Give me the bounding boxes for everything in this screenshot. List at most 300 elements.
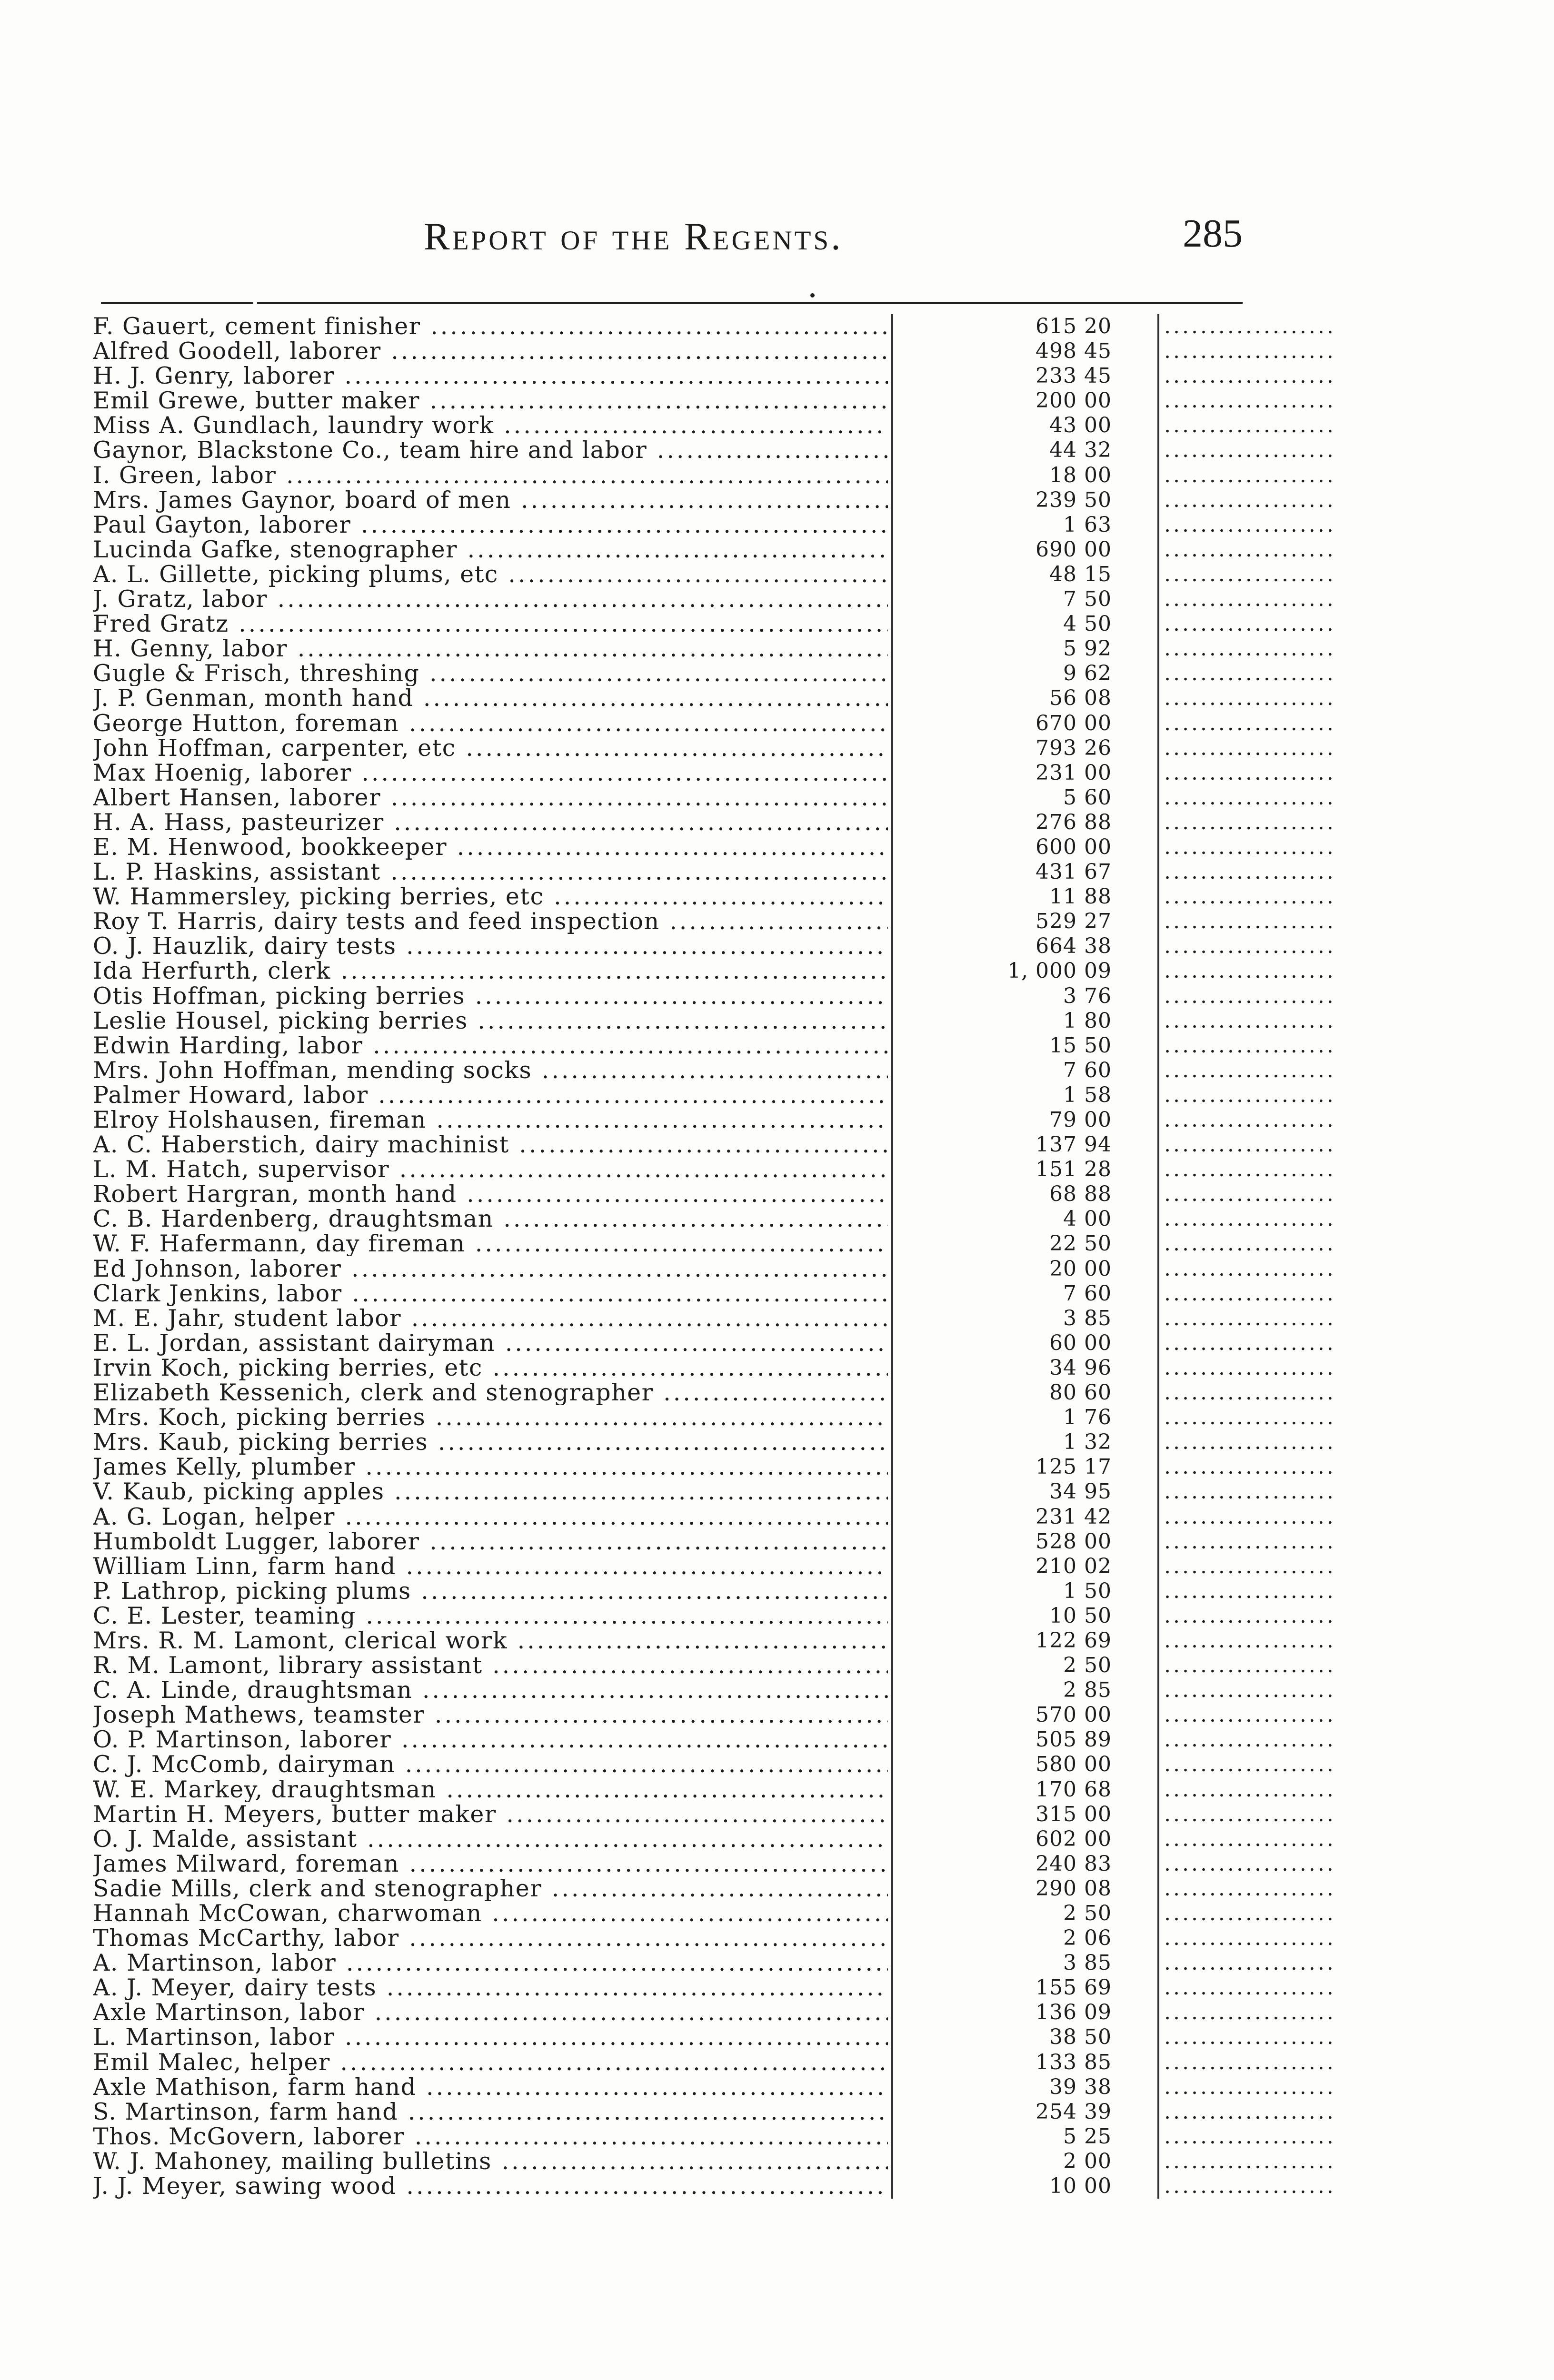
payee-name: Clark Jenkins, labor ..... xyxy=(93,1281,888,1306)
empty-column-leader xyxy=(1164,1653,1335,1678)
payment-amount: 1 80 xyxy=(1063,1008,1112,1033)
empty-column-leader xyxy=(1164,1876,1335,1901)
ledger-row xyxy=(93,1727,1245,1752)
ledger-row xyxy=(93,1678,1245,1703)
payee-name: A. L. Gillette, picking plums, etc ..... xyxy=(93,562,888,587)
column-rule xyxy=(1157,810,1159,835)
payee-name: V. Kaub, picking apples ..... xyxy=(93,1479,888,1504)
payment-amount: 231 42 xyxy=(1036,1504,1112,1529)
column-rule xyxy=(891,1951,893,1975)
ledger-row xyxy=(93,2100,1245,2124)
empty-column-leader xyxy=(1164,1009,1335,1033)
ledger-row xyxy=(93,2174,1245,2199)
column-rule xyxy=(1157,1430,1159,1455)
empty-column-leader xyxy=(1164,1852,1335,1876)
column-rule xyxy=(891,1678,893,1703)
column-rule xyxy=(891,810,893,835)
payment-amount: 5 92 xyxy=(1063,636,1112,661)
payee-name: Mrs. R. M. Lamont, clerical work ..... xyxy=(93,1628,888,1653)
running-title: Report of the Regents. xyxy=(424,215,843,258)
column-rule xyxy=(891,984,893,1009)
column-rule xyxy=(1157,1827,1159,1852)
ledger-row xyxy=(93,2000,1245,2025)
ledger-row xyxy=(93,1108,1245,1132)
payee-name: George Hutton, foreman ..... xyxy=(93,711,888,736)
empty-column-leader xyxy=(1164,612,1335,636)
payee-name: Ida Herfurth, clerk ..... xyxy=(93,959,888,983)
column-rule xyxy=(1157,1108,1159,1132)
column-rule xyxy=(891,909,893,934)
payee-name: H. J. Genry, laborer ..... xyxy=(93,364,888,388)
column-rule xyxy=(891,1703,893,1727)
payment-amount: 200 00 xyxy=(1036,388,1112,413)
payment-amount: 2 06 xyxy=(1063,1926,1112,1951)
column-rule xyxy=(1157,1752,1159,1777)
payment-amount: 505 89 xyxy=(1036,1727,1112,1752)
column-rule xyxy=(891,1331,893,1356)
empty-column-leader xyxy=(1164,513,1335,537)
empty-column-leader xyxy=(1164,1405,1335,1430)
empty-column-leader xyxy=(1164,1554,1335,1579)
payee-name: H. Genny, labor ..... xyxy=(93,636,888,661)
column-rule xyxy=(891,1926,893,1951)
payment-amount: 498 45 xyxy=(1036,339,1112,364)
ledger-row xyxy=(93,1554,1245,1579)
payee-name: Paul Gayton, laborer ..... xyxy=(93,513,888,537)
column-rule xyxy=(1157,537,1159,562)
ledger-row xyxy=(93,1901,1245,1926)
column-rule xyxy=(891,587,893,612)
payment-amount: 48 15 xyxy=(1049,562,1112,586)
payment-amount: 136 09 xyxy=(1036,2000,1112,2025)
column-rule xyxy=(1157,1529,1159,1554)
column-rule xyxy=(1157,984,1159,1009)
column-rule xyxy=(1157,2075,1159,2100)
column-rule xyxy=(1157,1331,1159,1356)
payee-name: Hannah McCowan, charwoman ..... xyxy=(93,1901,888,1926)
column-rule xyxy=(891,488,893,513)
column-rule xyxy=(1157,1058,1159,1083)
ledger-row xyxy=(93,959,1245,983)
payee-name: F. Gauert, cement finisher ..... xyxy=(93,314,888,339)
column-rule xyxy=(1157,1083,1159,1108)
column-rule xyxy=(891,1231,893,1256)
empty-column-leader xyxy=(1164,1430,1335,1455)
payment-amount: 528 00 xyxy=(1036,1529,1112,1554)
column-rule xyxy=(891,835,893,860)
ledger-row xyxy=(93,1207,1245,1231)
column-rule xyxy=(891,1157,893,1182)
empty-column-leader xyxy=(1164,636,1335,661)
column-rule xyxy=(891,562,893,587)
column-rule xyxy=(1157,1207,1159,1231)
column-rule xyxy=(1157,835,1159,860)
empty-column-leader xyxy=(1164,2025,1335,2050)
payee-name: W. J. Mahoney, mailing bulletins ..... xyxy=(93,2149,888,2174)
empty-column-leader xyxy=(1164,1479,1335,1504)
empty-column-leader xyxy=(1164,1901,1335,1926)
column-rule xyxy=(891,2050,893,2075)
payee-name: Elizabeth Kessenich, clerk and stenographer ..... xyxy=(93,1380,888,1405)
ledger-row xyxy=(93,1479,1245,1504)
payment-amount: 600 00 xyxy=(1036,834,1112,859)
payee-name: Palmer Howard, labor ..... xyxy=(93,1083,888,1108)
column-rule xyxy=(891,1033,893,1058)
column-rule xyxy=(1157,909,1159,934)
column-rule xyxy=(891,1281,893,1306)
empty-column-leader xyxy=(1164,1777,1335,1802)
payment-amount: 151 28 xyxy=(1036,1157,1112,1182)
ledger-row xyxy=(93,537,1245,562)
column-rule xyxy=(891,884,893,909)
payee-name: C. J. McComb, dairyman ..... xyxy=(93,1752,888,1777)
column-rule xyxy=(891,1752,893,1777)
column-rule xyxy=(891,1306,893,1331)
ledger-row xyxy=(93,1033,1245,1058)
ledger-row xyxy=(93,884,1245,909)
ledger-row xyxy=(93,1405,1245,1430)
column-rule xyxy=(891,1852,893,1876)
payee-name: Edwin Harding, labor ..... xyxy=(93,1033,888,1058)
empty-column-leader xyxy=(1164,314,1335,339)
payment-amount: 570 00 xyxy=(1036,1703,1112,1727)
ledger-row xyxy=(93,1058,1245,1083)
column-rule xyxy=(1157,1479,1159,1504)
payment-amount: 2 50 xyxy=(1063,1901,1112,1925)
column-rule xyxy=(891,1777,893,1802)
payment-amount: 1 50 xyxy=(1063,1578,1112,1603)
payee-name: J. J. Meyer, sawing wood ..... xyxy=(93,2174,888,2199)
empty-column-leader xyxy=(1164,1628,1335,1653)
column-rule xyxy=(891,2100,893,2124)
column-rule xyxy=(1157,1852,1159,1876)
column-rule xyxy=(1157,587,1159,612)
ledger-row xyxy=(93,711,1245,736)
column-rule xyxy=(1157,388,1159,413)
payment-amount: 7 60 xyxy=(1063,1281,1112,1306)
payee-name: A. Martinson, labor ..... xyxy=(93,1951,888,1975)
payment-amount: 170 68 xyxy=(1036,1777,1112,1802)
column-rule xyxy=(891,513,893,537)
ledger-row xyxy=(93,513,1245,537)
payment-amount: 79 00 xyxy=(1049,1108,1112,1132)
ledger-row xyxy=(93,438,1245,463)
payee-name: C. B. Hardenberg, draughtsman ..... xyxy=(93,1207,888,1231)
payment-amount: 254 39 xyxy=(1036,2099,1112,2124)
header-rule-left xyxy=(101,302,253,304)
payment-amount: 4 50 xyxy=(1063,612,1112,636)
payee-name: Axle Mathison, farm hand ..... xyxy=(93,2075,888,2100)
column-rule xyxy=(891,2124,893,2149)
payment-amount: 34 96 xyxy=(1049,1355,1112,1380)
column-rule xyxy=(891,463,893,488)
payee-name: Mrs. Kaub, picking berries ..... xyxy=(93,1430,888,1455)
empty-column-leader xyxy=(1164,2050,1335,2075)
payment-amount: 3 85 xyxy=(1063,1951,1112,1975)
rule-dot xyxy=(810,293,815,298)
empty-column-leader xyxy=(1164,736,1335,761)
empty-column-leader xyxy=(1164,785,1335,810)
ledger-row xyxy=(93,413,1245,438)
column-rule xyxy=(891,1108,893,1132)
column-rule xyxy=(891,1479,893,1504)
ledger-row xyxy=(93,909,1245,934)
ledger-row xyxy=(93,636,1245,661)
payee-name: James Milward, foreman ..... xyxy=(93,1852,888,1876)
column-rule xyxy=(891,1727,893,1752)
column-rule xyxy=(1157,463,1159,488)
payment-amount: 20 00 xyxy=(1049,1256,1112,1281)
payment-amount: 43 00 xyxy=(1049,413,1112,438)
ledger-row xyxy=(93,1852,1245,1876)
column-rule xyxy=(1157,1628,1159,1653)
empty-column-leader xyxy=(1164,1182,1335,1207)
column-rule xyxy=(1157,2124,1159,2149)
column-rule xyxy=(891,1554,893,1579)
payment-amount: 38 50 xyxy=(1049,2025,1112,2050)
payment-amount: 34 95 xyxy=(1049,1479,1112,1504)
payment-amount: 529 27 xyxy=(1036,909,1112,934)
ledger-row xyxy=(93,1777,1245,1802)
column-rule xyxy=(891,388,893,413)
payment-amount: 580 00 xyxy=(1036,1752,1112,1777)
column-rule xyxy=(891,1876,893,1901)
payment-amount: 137 94 xyxy=(1036,1132,1112,1157)
ledger-row xyxy=(93,736,1245,761)
column-rule xyxy=(891,339,893,364)
ledger-row xyxy=(93,488,1245,513)
ledger-row xyxy=(93,1975,1245,2000)
column-rule xyxy=(1157,1356,1159,1380)
payee-name: Fred Gratz ..... xyxy=(93,612,888,636)
ledger-row xyxy=(93,1802,1245,1827)
payee-name: Martin H. Meyers, butter maker ..... xyxy=(93,1802,888,1827)
empty-column-leader xyxy=(1164,1678,1335,1703)
page-number: 285 xyxy=(1183,211,1243,256)
column-rule xyxy=(891,1430,893,1455)
payment-amount: 2 00 xyxy=(1063,2149,1112,2173)
payee-name: Mrs. Koch, picking berries ..... xyxy=(93,1405,888,1430)
payee-name: Gaynor, Blackstone Co., team hire and labor ..... xyxy=(93,438,888,463)
payment-amount: 155 69 xyxy=(1036,1975,1112,2000)
column-rule xyxy=(1157,1380,1159,1405)
empty-column-leader xyxy=(1164,2149,1335,2174)
empty-column-leader xyxy=(1164,1827,1335,1852)
ledger-row xyxy=(93,1579,1245,1604)
payment-amount: 122 69 xyxy=(1036,1628,1112,1653)
empty-column-leader xyxy=(1164,1108,1335,1132)
payment-amount: 793 26 xyxy=(1036,735,1112,760)
empty-column-leader xyxy=(1164,1380,1335,1405)
column-rule xyxy=(1157,364,1159,388)
empty-column-leader xyxy=(1164,984,1335,1009)
payment-amount: 276 88 xyxy=(1036,810,1112,834)
payee-name: Gugle & Frisch, threshing ..... xyxy=(93,661,888,686)
payment-amount: 1 32 xyxy=(1063,1430,1112,1455)
ledger-row xyxy=(93,1132,1245,1157)
empty-column-leader xyxy=(1164,835,1335,860)
column-rule xyxy=(891,2075,893,2100)
empty-column-leader xyxy=(1164,661,1335,686)
empty-column-leader xyxy=(1164,1281,1335,1306)
column-rule xyxy=(891,1132,893,1157)
payee-name: W. Hammersley, picking berries, etc ..... xyxy=(93,884,888,909)
payee-name: Elroy Holshausen, fireman ..... xyxy=(93,1108,888,1132)
empty-column-leader xyxy=(1164,1505,1335,1529)
payment-amount: 133 85 xyxy=(1036,2050,1112,2074)
column-rule xyxy=(1157,884,1159,909)
payee-name: E. L. Jordan, assistant dairyman ..... xyxy=(93,1331,888,1356)
column-rule xyxy=(891,959,893,983)
ledger-row xyxy=(93,339,1245,364)
payment-amount: 68 88 xyxy=(1049,1182,1112,1207)
empty-column-leader xyxy=(1164,860,1335,884)
empty-column-leader xyxy=(1164,1579,1335,1604)
column-rule xyxy=(1157,413,1159,438)
empty-column-leader xyxy=(1164,1951,1335,1975)
ledger-row xyxy=(93,934,1245,959)
payment-amount: 2 85 xyxy=(1063,1678,1112,1703)
empty-column-leader xyxy=(1164,810,1335,835)
payment-amount: 233 45 xyxy=(1036,364,1112,388)
ledger-row xyxy=(93,1356,1245,1380)
empty-column-leader xyxy=(1164,934,1335,959)
payment-amount: 10 00 xyxy=(1049,2174,1112,2199)
payee-name: Mrs. James Gaynor, board of men ..... xyxy=(93,488,888,513)
column-rule xyxy=(1157,1405,1159,1430)
column-rule xyxy=(1157,785,1159,810)
column-rule xyxy=(891,1529,893,1554)
payee-name: Sadie Mills, clerk and stenographer ..... xyxy=(93,1876,888,1901)
ledger-row xyxy=(93,1604,1245,1628)
payee-name: Emil Grewe, butter maker ..... xyxy=(93,388,888,413)
ledger-row xyxy=(93,1281,1245,1306)
column-rule xyxy=(1157,314,1159,339)
empty-column-leader xyxy=(1164,1703,1335,1727)
empty-column-leader xyxy=(1164,1455,1335,1479)
ledger-row xyxy=(93,1505,1245,1529)
payment-amount: 1, 000 09 xyxy=(1007,959,1112,983)
column-rule xyxy=(891,1901,893,1926)
empty-column-leader xyxy=(1164,2100,1335,2124)
payee-name: Irvin Koch, picking berries, etc ..... xyxy=(93,1356,888,1380)
column-rule xyxy=(1157,1306,1159,1331)
payee-name: R. M. Lamont, library assistant ..... xyxy=(93,1653,888,1678)
ledger-row xyxy=(93,2050,1245,2075)
ledger-row xyxy=(93,1083,1245,1108)
column-rule xyxy=(891,1455,893,1479)
column-rule xyxy=(891,1827,893,1852)
payment-amount: 615 20 xyxy=(1036,314,1112,338)
payee-name: Otis Hoffman, picking berries ..... xyxy=(93,984,888,1009)
ledger-row xyxy=(93,1231,1245,1256)
payee-name: O. J. Malde, assistant ..... xyxy=(93,1827,888,1852)
payment-amount: 315 00 xyxy=(1036,1802,1112,1826)
ledger-row xyxy=(93,1430,1245,1455)
empty-column-leader xyxy=(1164,1157,1335,1182)
column-rule xyxy=(1157,1926,1159,1951)
column-rule xyxy=(1157,1455,1159,1479)
empty-column-leader xyxy=(1164,339,1335,364)
column-rule xyxy=(891,686,893,711)
ledger-row xyxy=(93,364,1245,388)
ledger-row xyxy=(93,1926,1245,1951)
ledger-row xyxy=(93,661,1245,686)
column-rule xyxy=(1157,1157,1159,1182)
column-rule xyxy=(1157,1505,1159,1529)
empty-column-leader xyxy=(1164,1802,1335,1827)
payee-name: E. M. Henwood, bookkeeper ..... xyxy=(93,835,888,860)
payment-amount: 3 76 xyxy=(1063,983,1112,1008)
column-rule xyxy=(1157,711,1159,736)
payment-amount: 18 00 xyxy=(1049,463,1112,487)
column-rule xyxy=(891,2149,893,2174)
ledger-row xyxy=(93,1455,1245,1479)
ledger-row xyxy=(93,1827,1245,1852)
payee-name: H. A. Hass, pasteurizer ..... xyxy=(93,810,888,835)
payment-amount: 60 00 xyxy=(1049,1330,1112,1355)
empty-column-leader xyxy=(1164,2000,1335,2025)
payee-name: Alfred Goodell, laborer ..... xyxy=(93,339,888,364)
payee-name: M. E. Jahr, student labor ..... xyxy=(93,1306,888,1331)
payment-amount: 670 00 xyxy=(1036,711,1112,735)
ledger-row xyxy=(93,984,1245,1009)
payment-amount: 5 60 xyxy=(1063,785,1112,810)
column-rule xyxy=(1157,1727,1159,1752)
empty-column-leader xyxy=(1164,463,1335,488)
payment-amount: 240 83 xyxy=(1036,1851,1112,1876)
column-rule xyxy=(1157,339,1159,364)
payment-amount: 11 88 xyxy=(1049,884,1112,909)
ledger-row xyxy=(93,314,1245,339)
empty-column-leader xyxy=(1164,1727,1335,1752)
empty-column-leader xyxy=(1164,1331,1335,1356)
column-rule xyxy=(891,1356,893,1380)
column-rule xyxy=(891,2174,893,2199)
payment-amount: 125 17 xyxy=(1036,1455,1112,1479)
empty-column-leader xyxy=(1164,959,1335,983)
payee-name: Thos. McGovern, laborer ..... xyxy=(93,2124,888,2149)
ledger-row xyxy=(93,835,1245,860)
payee-name: A. J. Meyer, dairy tests ..... xyxy=(93,1975,888,2000)
column-rule xyxy=(891,1380,893,1405)
payee-name: L. P. Haskins, assistant ..... xyxy=(93,860,888,884)
payment-amount: 4 00 xyxy=(1063,1207,1112,1231)
payee-name: S. Martinson, farm hand ..... xyxy=(93,2100,888,2124)
empty-column-leader xyxy=(1164,1529,1335,1554)
empty-column-leader xyxy=(1164,761,1335,785)
empty-column-leader xyxy=(1164,686,1335,711)
column-rule xyxy=(891,860,893,884)
empty-column-leader xyxy=(1164,2174,1335,2199)
payee-name: James Kelly, plumber ..... xyxy=(93,1455,888,1479)
payee-name: J. Gratz, labor ..... xyxy=(93,587,888,612)
ledger-row xyxy=(93,1529,1245,1554)
ledger-row xyxy=(93,1653,1245,1678)
payment-amount: 7 50 xyxy=(1063,587,1112,612)
column-rule xyxy=(1157,1876,1159,1901)
empty-column-leader xyxy=(1164,1058,1335,1083)
column-rule xyxy=(891,1009,893,1033)
header-rule-right xyxy=(257,302,1243,304)
payment-amount: 239 50 xyxy=(1036,487,1112,512)
payee-name: Leslie Housel, picking berries ..... xyxy=(93,1009,888,1033)
ledger-row xyxy=(93,2149,1245,2174)
payee-name: Max Hoenig, laborer ..... xyxy=(93,761,888,785)
payee-name: P. Lathrop, picking plums ..... xyxy=(93,1579,888,1604)
column-rule xyxy=(891,2025,893,2050)
payee-name: Axle Martinson, labor ..... xyxy=(93,2000,888,2025)
